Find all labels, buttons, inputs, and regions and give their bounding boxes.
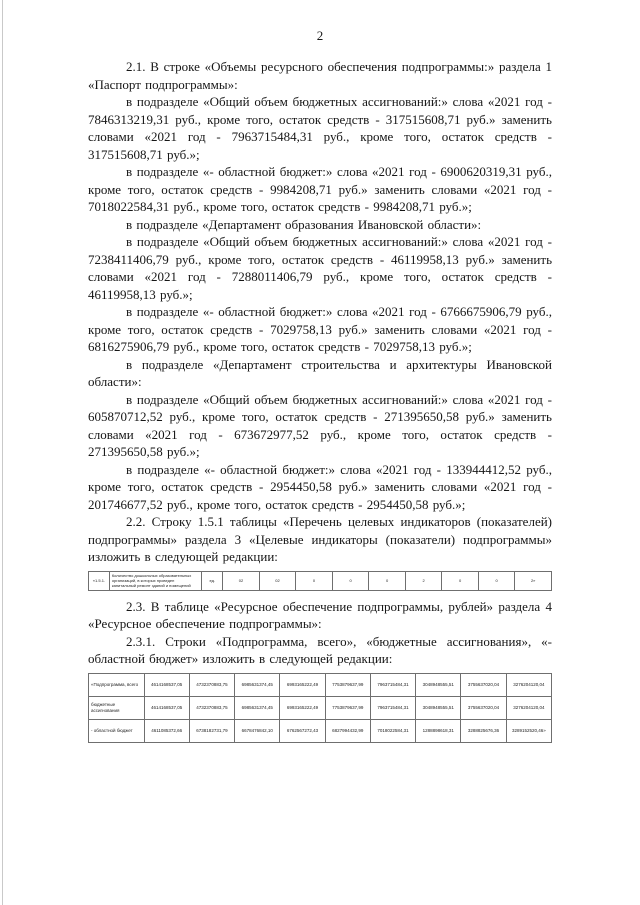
table-row <box>89 673 552 696</box>
table-cell: 02 <box>223 571 260 590</box>
table-cell: 0 <box>296 571 333 590</box>
table-row <box>89 571 552 590</box>
table-cell: 3048948555,51 <box>416 696 461 719</box>
table-row <box>89 696 552 719</box>
table-cell: 2» <box>515 571 552 590</box>
table-row <box>89 719 552 742</box>
table-cell: Количество дошкольных образовательных организаций, в которых проведен капитальный ремонт зданий и помещений <box>109 571 202 590</box>
paragraph-regional-budget-3: в подразделе «- областной бюджет:» слова «2021 год - 133944412,52 руб., кроме того, остаток средств - 2954450,58 руб.» заменить словами «2021 год - 201746677,52 руб., кроме того, остаток средств - 2954450,58 руб.»; <box>88 461 552 512</box>
table-cell: - областной бюджет <box>89 719 145 742</box>
table-cell: 4732370883,75 <box>189 696 234 719</box>
paragraph-2-3-1: 2.3.1. Строки «Подпрограмма, всего», «бюджетные ассигнования», «- областной бюджет» изложить в следующей редакции: <box>88 633 552 667</box>
paragraph-regional-budget-2: в подразделе «- областной бюджет:» слова «2021 год - 6766675906,79 руб., кроме того, остаток средств - 7029758,13 руб.» заменить словами «2021 год - 6816275906,79 руб., кроме того, остаток средств - 7029758,13 руб.»; <box>88 304 552 354</box>
table-cell: 0 <box>369 571 406 590</box>
table-cell: 7753879637,99 <box>325 673 370 696</box>
table-cell: 0 <box>332 571 369 590</box>
table-cell: 4614168537,05 <box>144 673 189 696</box>
table-cell: 3755637020,04 <box>461 673 506 696</box>
table-cell: ед. <box>202 571 223 590</box>
table-cell: 3288825676,36 <box>461 719 506 742</box>
table-cell: 6985631374,45 <box>235 673 280 696</box>
table-cell: 7018022584,31 <box>370 719 415 742</box>
table-cell: 3276204120,04 <box>506 696 551 719</box>
table-cell: 4611085372,66 <box>144 719 189 742</box>
table-cell: 6985631374,45 <box>235 696 280 719</box>
paragraph-dept-education: в подразделе «Департамент образования Ивановской области»: <box>126 216 482 232</box>
paragraph-total-budget-2: в подразделе «Общий объем бюджетных ассигнований:» слова «2021 год - 7238411406,79 руб., кроме того, остаток средств - 46119958,13 руб.» заменить словами «2021 год - 7288011406,79 руб., кроме того, остаток средств - 46119958,13 руб.»; <box>88 234 552 302</box>
paragraph-2-2: 2.2. Строку 1.5.1 таблицы «Перечень целевых индикаторов (показателей) подпрограммы» раздела 3 «Целевые индикаторы (показатели) подпрограммы» изложить в следующей редакции: <box>88 514 552 564</box>
table-cell: 6738182731,79 <box>189 719 234 742</box>
paragraph-regional-budget-1: в подразделе «- областной бюджет:» слова «2021 год - 6900620319,31 руб., кроме того, остаток средств - 9984208,71 руб.» заменить словами «2021 год - 7018022584,31 руб., кроме того, остаток средств - 9984208,71 руб.»; <box>88 164 552 214</box>
table-cell: 7963715484,31 <box>370 673 415 696</box>
table-cell: 3276204120,04 <box>506 673 551 696</box>
table-cell: «1.5.1. <box>89 571 110 590</box>
table-cell: 6827994432,99 <box>325 719 370 742</box>
table-cell: бюджетные ассигнования <box>89 696 145 719</box>
table-cell: 3048948555,51 <box>416 673 461 696</box>
table-cell: 4732370883,75 <box>189 673 234 696</box>
table-cell: 0 <box>478 571 515 590</box>
paragraph-total-budget-3: в подразделе «Общий объем бюджетных ассигнований:» слова «2021 год - 605870712,52 руб., кроме того, остаток средств - 271395650,58 руб.» заменить словами «2021 год - 673672977,52 руб., кроме того, остаток средств - 271395650,58 руб.»; <box>88 391 552 459</box>
resources-table <box>88 673 552 743</box>
paragraph-total-budget-1: в подразделе «Общий объем бюджетных ассигнований:» слова «2021 год - 7846313219,31 руб., кроме того, остаток средств - 317515608,71 руб.» заменить словами «2021 год - 7963715484,31 руб., кроме того, остаток средств - 317515608,71 руб.»; <box>88 94 552 162</box>
paragraph-dept-construction: в подразделе «Департамент строительства и архитектуры Ивановской области»: <box>88 356 552 389</box>
table-cell: 1288898618,31 <box>416 719 461 742</box>
table-cell: 6993165222,49 <box>280 696 325 719</box>
table-cell: 6993165222,49 <box>280 673 325 696</box>
table-cell: 7753879637,99 <box>325 696 370 719</box>
table-cell: «Подпрограмма, всего <box>89 673 145 696</box>
table-cell: 4614168537,05 <box>144 696 189 719</box>
page-number: 2 <box>316 28 324 43</box>
table-cell: 3755637020,04 <box>461 696 506 719</box>
paragraph-2-3: 2.3. В таблице «Ресурсное обеспечение подпрограммы, рублей» раздела 4 «Ресурсное обеспечение подпрограммы»: <box>88 598 552 632</box>
table-cell: 7963715484,31 <box>370 696 415 719</box>
table-cell: 0 <box>442 571 479 590</box>
table-cell: 3289152520,46» <box>506 719 551 742</box>
table-cell: 6678476842,10 <box>235 719 280 742</box>
table-cell: 2 <box>405 571 442 590</box>
table-cell: 02 <box>259 571 296 590</box>
table-cell: 6762567272,43 <box>280 719 325 742</box>
indicators-table <box>88 571 552 591</box>
paragraph-2-1: 2.1. В строке «Объемы ресурсного обеспечения подпрограммы:» раздела 1 «Паспорт подпрограммы»: <box>88 59 552 92</box>
